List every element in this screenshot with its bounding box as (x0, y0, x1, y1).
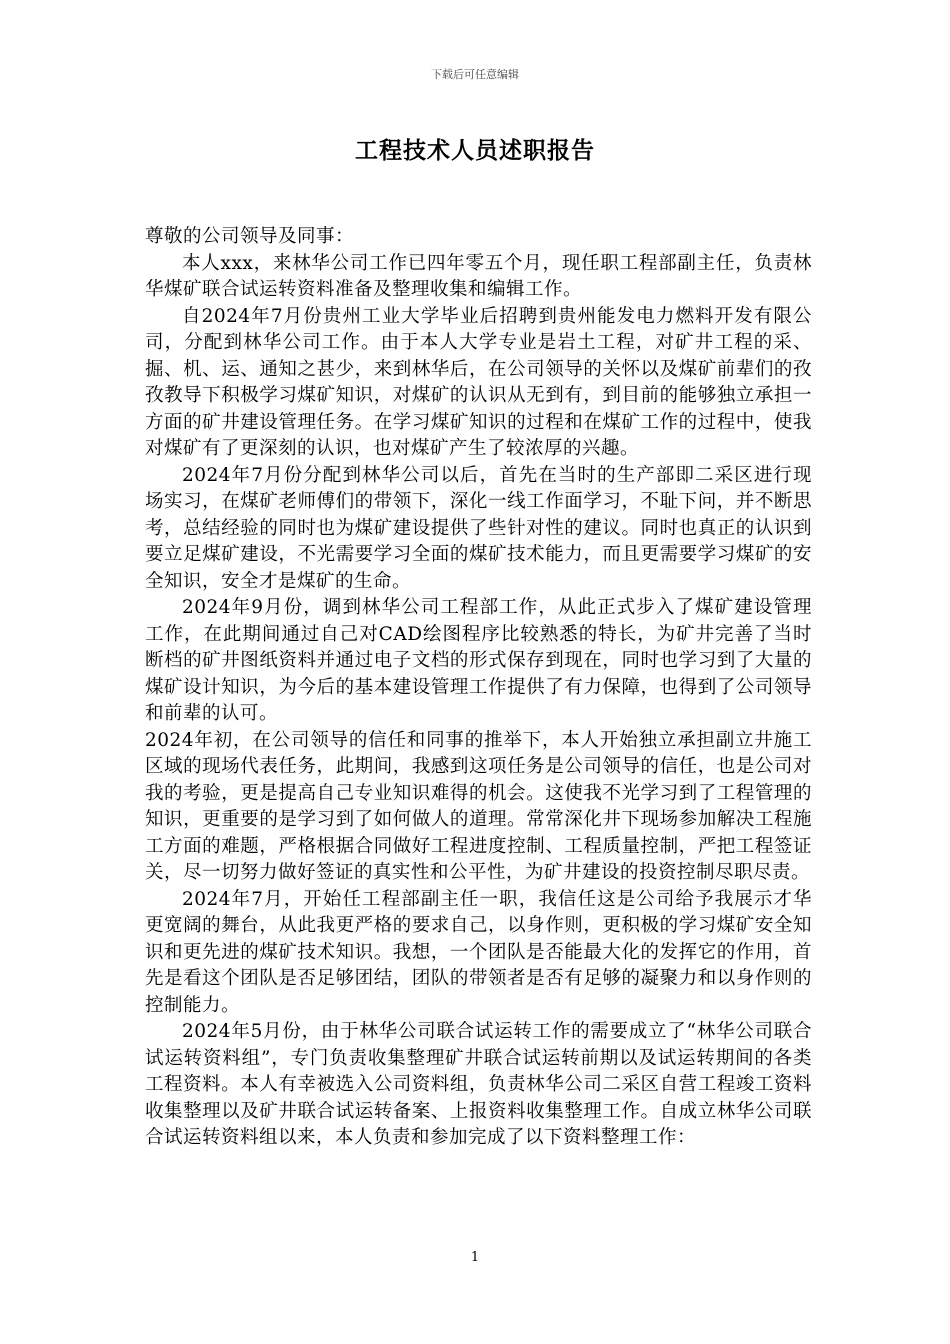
document-body (145, 224, 812, 1152)
paragraph-data-group: 2024年5月份，由于林华公司联合试运转工作的需要成立了“林华公司联合试运转资料组”，专门负责收集整理矿井联合试运转前期以及试运转期间的各类工程资料。本人有幸被选入公司资料组，负责林华公司二采区自营工程竣工资料收集整理以及矿井联合试运转备案、上报资料收集整理工作。自成立林华公司联合试运转资料组以来，本人负责和参加完成了以下资料整理工作： (145, 1021, 812, 1148)
paragraph-intro: 本人xxx，来林华公司工作已四年零五个月，现任职工程部副主任，负责林华煤矿联合试运转资料准备及整理收集和编辑工作。 (145, 252, 812, 300)
salutation: 尊敬的公司领导及同事： (145, 226, 355, 247)
page-number: 1 (470, 1250, 480, 1265)
header-note: 下载后可任意编辑 (431, 68, 519, 81)
paragraph-deputy-director: 2024年7月，开始任工程部副主任一职，我信任这是公司给予我展示才华更宽阔的舞台，从此我更严格的要求自己，以身作则，更积极的学习煤矿安全知识和更先进的煤矿技术知识。我想，一个团队是否能最大化的发挥它的作用，首先是看这个团队是否足够团结，团队的带领者是否有足够的凝聚力和以身作则的控制能力。 (145, 888, 812, 1016)
paragraph-site-representative: 2024年初，在公司领导的信任和同事的推举下，本人开始独立承担副立井施工区域的现场代表任务，此期间，我感到这项任务是公司领导的信任，也是公司对我的考验，更是提高自己专业知识难得的机会。这使我不光学习到了工程管理的知识，更重要的是学习到了如何做人的道理。常常深化井下现场参加解决工程施工方面的难题，严格根据合同做好工程进度控制、工程质量控制，严把工程签证关，尽一切努力做好签证的真实性和公平性，为矿井建设的投资控制尽职尽责。 (145, 729, 812, 883)
paragraph-internship: 2024年7月份分配到林华公司以后，首先在当时的生产部即二采区进行现场实习，在煤矿老师傅们的带领下，深化一线工作面学习，不耻下问，并不断思考，总结经验的同时也为煤矿建设提供了些针对性的建议。同时也真正的认识到要立足煤矿建设，不光需要学习全面的煤矿技术能力，而且更需要学习煤矿的安全知识，安全才是煤矿的生命。 (145, 464, 812, 592)
document-title: 工程技术人员述职报告 (355, 137, 595, 164)
paragraph-engineering-dept: 2024年9月份，调到林华公司工程部工作，从此正式步入了煤矿建设管理工作，在此期间通过自己对CAD绘图程序比较熟悉的特长，为矿井完善了当时断档的矿井图纸资料并通过电子文档的形式保存到现在，同时也学习到了大量的煤矿设计知识，为今后的基本建设管理工作提供了有力保障，也得到了公司领导和前辈的认可。 (145, 597, 812, 724)
paragraph-education: 自2024年7月份贵州工业大学毕业后招聘到贵州能发电力燃料开发有限公司，分配到林华公司工作。由于本人大学专业是岩土工程，对矿井工程的采、掘、机、运、通知之甚少，来到林华后，在公司领导的关怀以及煤矿前辈们的孜孜教导下积极学习煤矿知识，对煤矿的认识从无到有，到目前的能够独立承担一方面的矿井建设管理任务。在学习煤矿知识的过程和在煤矿工作的过程中，使我对煤矿有了更深刻的认识，也对煤矿产生了较浓厚的兴趣。 (145, 305, 812, 459)
